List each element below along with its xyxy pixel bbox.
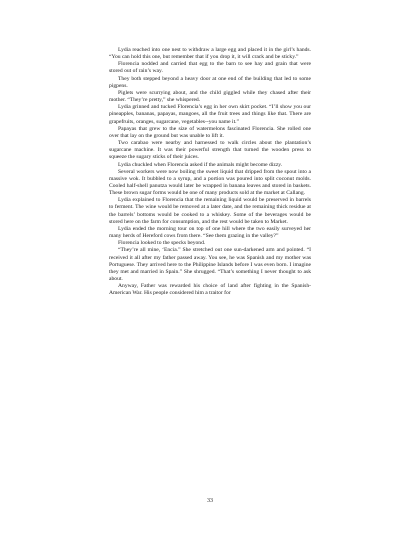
paragraph: “They’re all mine, ‘Encia.” She stretched out one sun-darkened arm and pointed. “I received it all after my father passed away. You see, he was Spanish and my mother was Portuguese. They arrived here to the Philippine Islands before I was even born. I imagine they met and married in Spain.” She shrugged. “That’s something I never thought to ask about. <box>109 247 311 282</box>
paragraph: They both stepped beyond a heavy door at one end of the building that led to some pigpens. <box>109 75 311 89</box>
paragraph: Florencia nodded and carried that egg to the barn to see hay and grain that were stored out of rain’s way. <box>109 61 311 75</box>
paragraph: Anyway, Father was rewarded his choice of land after fighting in the Spanish-American War. His people considered him a traitor for <box>109 283 311 297</box>
paragraph: Lydia grinned and tucked Florencia’s egg in her own skirt pocket. “I’ll show you our pineapples, bananas, papayas, mangoes, all the fruit trees and things like that. There are grapefruits, oranges, sugarcane, vegetables--you name it.” <box>109 104 311 125</box>
paragraph: Papayas that grew to the size of watermelons fascinated Florencia. She rolled one over that lay on the ground but was unable to lift it. <box>109 125 311 139</box>
paragraph: Piglets were scurrying about, and the child giggled while they chased after their mother. “They’re pretty,” she whispered. <box>109 89 311 104</box>
paragraph: Florencia looked to the specks beyond. <box>118 240 206 247</box>
paragraph: Lydia ended the morning tour on top of one hill where the two easily surveyed her many herds of Hereford cows from there. “See them grazing in the valley?” <box>109 225 311 240</box>
paragraph: Lydia chuckled when Florencia asked if the animals might become dizzy. <box>118 161 283 168</box>
body-text <box>109 47 311 297</box>
paragraph: Several workers were now boiling the sweet liquid that dripped from the spout into a massive wok. It bubbled to a syrup, and a portion was poured into split coconut molds. Cooled half-shell panutza would later be wrapped in banana leaves and stored in baskets. These brown sugar forms would be one of many products sold at the market at Callang. <box>109 168 311 197</box>
paragraph: Lydia reached into one nest to withdraw a large egg and placed it in the girl’s hands. “You can hold this one, but remember that if you drop it, it will crack and be sticky.” <box>109 47 311 61</box>
paragraph: Two carabao were nearby and harnessed to walk circles about the plantation’s sugarcane machine. It was their powerful strength that turned the wooden press to squeeze the sugary sticks of their juices. <box>109 140 311 161</box>
page-number: 33 <box>207 498 213 504</box>
paragraph: Lydia explained to Florencia that the remaining liquid would be preserved in barrels to ferment. The wine would be removed at a later date, and the remaining thick residue at the barrels’ bottoms would be cooked to a whiskey. Some of the beverages would be stored here on the farm for consumption, and the rest would be taken to Market. <box>109 197 311 225</box>
